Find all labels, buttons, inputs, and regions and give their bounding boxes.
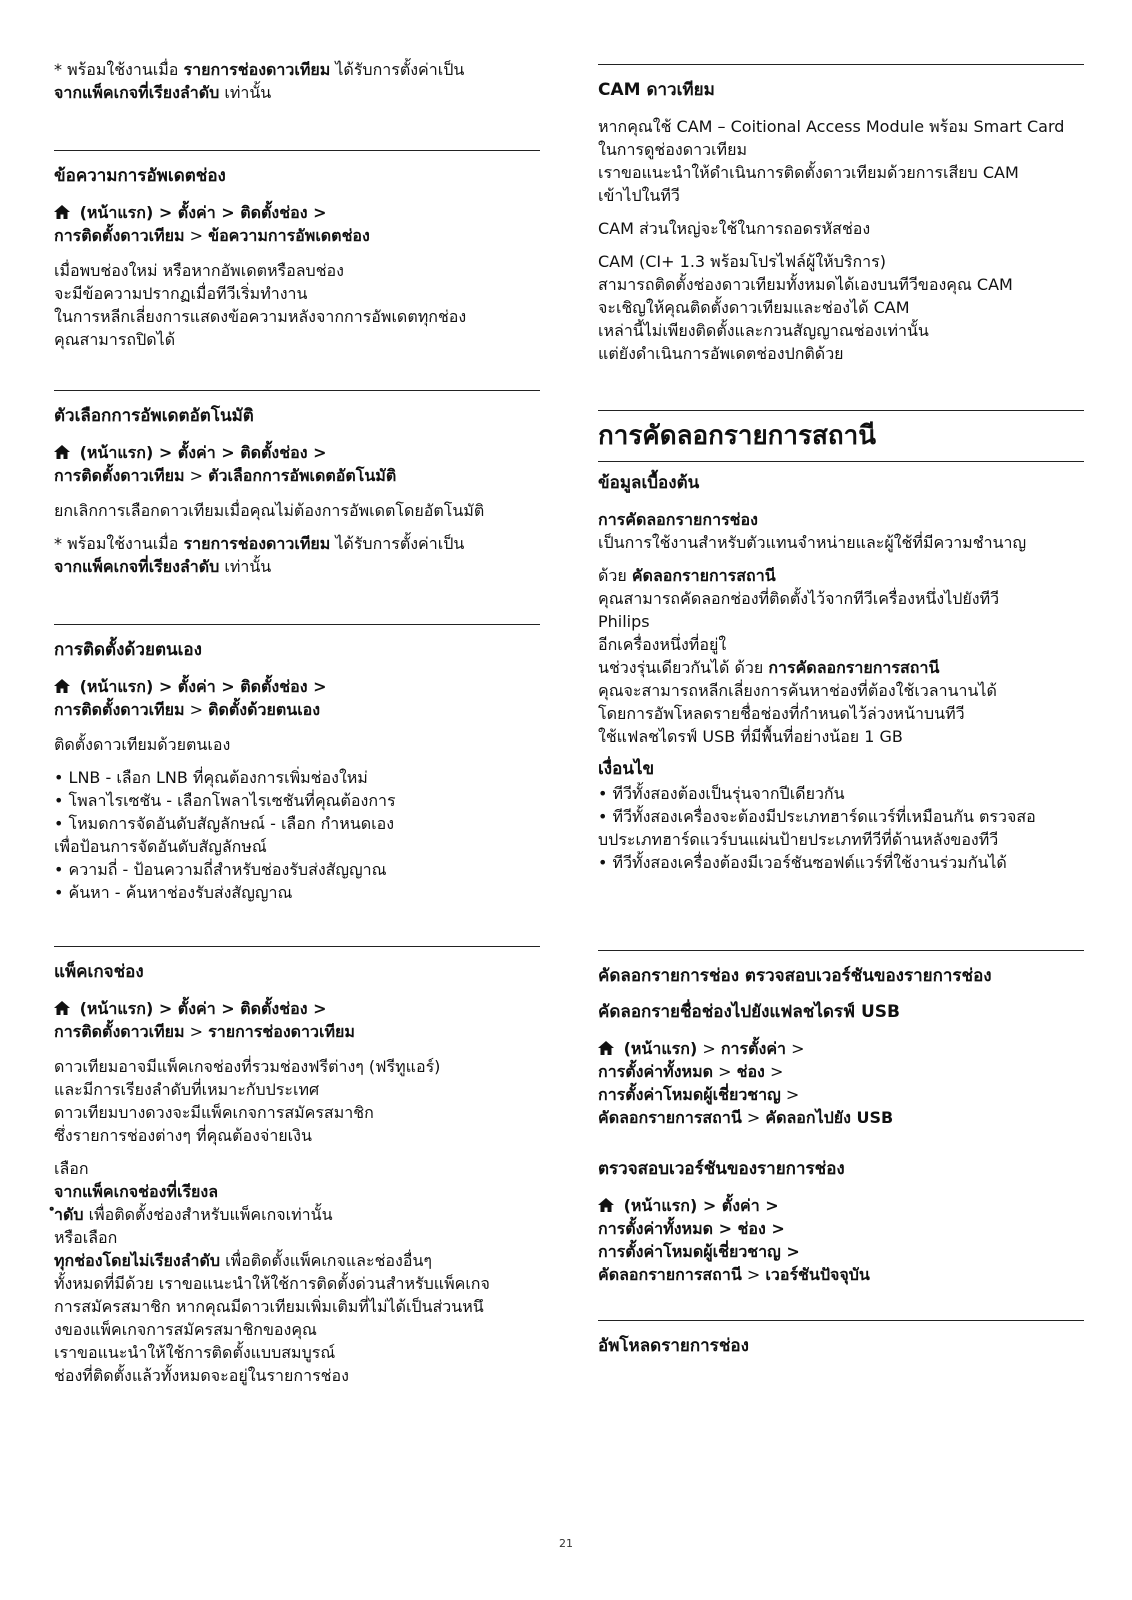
- list-item: • ความถี่ - ป้อนความถี่สำหรับช่องรับส่งสัญญาณ: [54, 860, 387, 879]
- home-icon: [598, 1038, 614, 1052]
- list-item: • ทีวีทั้งสองเครื่องจะต้องมีประเภทฮาร์ดแวร์ที่เหมือนกัน ตรวจสอ: [598, 807, 1036, 826]
- home-icon: [54, 676, 70, 690]
- list-item: • โหมดการจัดอันดับสัญลักษณ์ - เลือก กำหนดเอง: [54, 814, 395, 833]
- section-copy-channel-list: [598, 950, 1084, 1141]
- menu-path: (หน้าแรก) > การตั้งค่า > การตั้งค่าทั้งหมด > ช่อง > การตั้งค่าโหมดผู้เชี่ยวชาญ > คัดลอกรายการสถานี > คัดลอกไปยัง USB: [598, 1039, 894, 1127]
- menu-path: (หน้าแรก) > ตั้งค่า > การตั้งค่าทั้งหมด > ช่อง > การตั้งค่าโหมดผู้เชี่ยวชาญ > คัดลอกรายการสถานี > เวอร์ชันปัจจุบัน: [598, 1196, 870, 1284]
- chapter-title: การคัดลอกรายการสถานี: [598, 419, 1084, 462]
- section-title: อัพโหลดรายการช่อง: [598, 1336, 749, 1356]
- top-note-text: * พร้อมใช้งานเมื่อ รายการช่องดาวเทียม ได้รับการตั้งค่าเป็น จากแพ็คเกจที่เรียงลำดับ เท่านั้น: [54, 60, 465, 102]
- list-item: • LNB - เลือก LNB ที่คุณต้องการเพิ่มช่องใหม่: [54, 768, 368, 787]
- list-item: เพื่อป้อนการจัดอันดับสัญลักษณ์: [54, 837, 267, 856]
- section-update-message: [54, 150, 540, 361]
- section-channel-package: [54, 946, 540, 1397]
- availability-note: * พร้อมใช้งานเมื่อ รายการช่องดาวเทียม ได้รับการตั้งค่าเป็น จากแพ็คเกจที่เรียงลำดับ เท่านั้น: [54, 534, 465, 576]
- list-item: • ทีวีทั้งสองเครื่องต้องมีเวอร์ชันซอฟต์แวร์ที่ใช้งานร่วมกันได้: [598, 853, 1007, 872]
- list-item: บประเภทฮาร์ดแวร์บนแผ่นป้ายประเภททีวีที่ด้านหลังของทีวี: [598, 830, 999, 849]
- body-text: CAM (CI+ 1.3 พร้อมโปรไฟล์ผู้ให้บริการ) สามารถติดตั้งช่องดาวเทียมทั้งหมดได้เองบนทีวีของคุณ CAM จะเชิญให้คุณติดตั้งดาวเทียมและช่องได้ CAM เหล่านี้ไม่เพียงติดตั้งและกวนสัญญาณช่องเท่านั้น แต่ยังดำเนินการอัพเดตช่องปกติด้วย: [598, 252, 1013, 363]
- subsection-title: คัดลอกรายชื่อช่องไปยังแฟลชไดรฟ์ USB: [598, 1002, 900, 1022]
- menu-path: (หน้าแรก) > ตั้งค่า > ติดตั้งช่อง > การติดตั้งดาวเทียม > รายการช่องดาวเทียม: [54, 999, 355, 1041]
- body-text: ด้วย คัดลอกรายการสถานี คุณสามารถคัดลอกช่องที่ติดตั้งไว้จากทีวีเครื่องหนึ่งไปยังทีวี Philips อีกเครื่องหนึ่งที่อยู่ใ นช่วงรุ่นเดียวกันได้ ด้วย การคัดลอกรายการสถานี คุณจะสามารถหลีกเลี่ยงการค้นหาช่องที่ต้องใช้เวลานานได้ โดยการอัพโหลดรายชื่อช่องที่กำหนดไว้ล่วงหน้าบนทีวี ใช้แฟลชไดรฟ์ USB ที่มีพื้นที่อย่างน้อย 1 GB: [598, 566, 1000, 746]
- list-item: • ทีวีทั้งสองต้องเป็นรุ่นจากปีเดียวกัน: [598, 784, 845, 803]
- section-copy-station-list: [598, 410, 1084, 874]
- section-title: ตัวเลือกการอัพเดตอัตโนมัติ: [54, 406, 254, 426]
- list-item: • ค้นหา - ค้นหาช่องรับส่งสัญญาณ: [54, 883, 293, 902]
- body-text: ดาวเทียมอาจมีแพ็คเกจช่องที่รวมช่องฟรีต่างๆ (ฟรีทูแอร์) และมีการเรียงลำดับที่เหมาะกับประเทศ ดาวเทียมบางดวงจะมีแพ็คเกจการสมัครสมาชิก ซึ่งรายการช่องต่างๆ ที่คุณต้องจ่ายเงิน: [54, 1057, 441, 1145]
- bullet-list: [54, 766, 540, 904]
- section-title: CAM ดาวเทียม: [598, 80, 715, 100]
- section-manual-install: [54, 624, 540, 904]
- section-cam-satellite: [598, 64, 1084, 375]
- section-title: การติดตั้งด้วยตนเอง: [54, 640, 202, 660]
- body-text: CAM ส่วนใหญ่จะใช้ในการถอดรหัสช่อง: [598, 219, 871, 238]
- section-title: ตรวจสอบเวอร์ชันของรายการช่อง: [598, 1159, 845, 1179]
- body-text: เมื่อพบช่องใหม่ หรือหากอัพเดตหรือลบช่อง จะมีข้อความปรากฏเมื่อทีวีเริ่มทำงาน ในการหลีกเลี่ยงการแสดงข้อความหลังจากการอัพเดตทุกช่อง คุณสามารถปิดได้: [54, 261, 467, 349]
- home-icon: [54, 442, 70, 456]
- section-auto-update-option: [54, 390, 540, 588]
- top-note: [54, 58, 540, 114]
- menu-path: (หน้าแรก) > ตั้งค่า > ติดตั้งช่อง > การติดตั้งดาวเทียม > ข้อความการอัพเดตช่อง: [54, 203, 370, 245]
- body-text: หากคุณใช้ CAM – Coitional Access Module พร้อม Smart Card ในการดูช่องดาวเทียม เราขอแนะนำให้ดำเนินการติดตั้งดาวเทียมด้วยการเสียบ CAM เข้าไปในทีวี: [598, 117, 1065, 205]
- home-icon: [54, 202, 70, 216]
- section-upload-channel-list: [598, 1320, 1084, 1371]
- section-check-version: [598, 1158, 1084, 1298]
- section-title: แพ็คเกจช่อง: [54, 962, 144, 982]
- section-title: คัดลอกรายการช่อง ตรวจสอบเวอร์ชันของรายการช่อง: [598, 966, 992, 986]
- list-item: • โพลาไรเซชัน - เลือกโพลาไรเซชันที่คุณต้องการ: [54, 791, 396, 810]
- page-number: 21: [559, 1537, 573, 1550]
- body-text: เลือก จากแพ็คเกจช่องที่เรียงล ำดับ เพื่อติดตั้งช่องสำหรับแพ็คเกจเท่านั้น หรือเลือก ทุกช่องโดยไม่เรียงลำดับ เพื่อติดตั้งแพ็คเกจและช่องอื่นๆ ทั้งหมดที่มีด้วย เราขอแนะนำให้ใช้การติดตั้งด่วนสำหรับแพ็คเกจ การสมัครสมาชิก หากคุณมีดาวเทียมเพิ่มเติมที่ไม่ได้เป็นส่วนหนึ งของแพ็คเกจการสมัครสมาชิกของคุณ เราขอแนะนำให้ใช้การติดตั้งแบบสมบูรณ์ ช่องที่ติดตั้งแล้วทั้งหมดจะอยู่ในรายการช่อง: [54, 1159, 490, 1385]
- menu-path: (หน้าแรก) > ตั้งค่า > ติดตั้งช่อง > การติดตั้งดาวเทียม > ติดตั้งด้วยตนเอง: [54, 677, 327, 719]
- menu-path: (หน้าแรก) > ตั้งค่า > ติดตั้งช่อง > การติดตั้งดาวเทียม > ตัวเลือกการอัพเดตอัตโนมัติ: [54, 443, 397, 485]
- body-text: การคัดลอกรายการช่อง เป็นการใช้งานสำหรับตัวแทนจำหน่ายและผู้ใช้ที่มีความชำนาญ: [598, 510, 1027, 552]
- conditions-title: เงื่อนไข: [598, 759, 655, 779]
- section-title: ข้อความการอัพเดตช่อง: [54, 166, 226, 186]
- home-icon: [54, 998, 70, 1012]
- body-text: ติดตั้งดาวเทียมด้วยตนเอง: [54, 735, 231, 754]
- subsection-title: ข้อมูลเบื้องต้น: [598, 473, 700, 493]
- home-icon: [598, 1195, 614, 1209]
- conditions-list: [598, 782, 1084, 874]
- body-text: ยกเลิกการเลือกดาวเทียมเมื่อคุณไม่ต้องการอัพเดตโดยอัตโนมัติ: [54, 501, 485, 520]
